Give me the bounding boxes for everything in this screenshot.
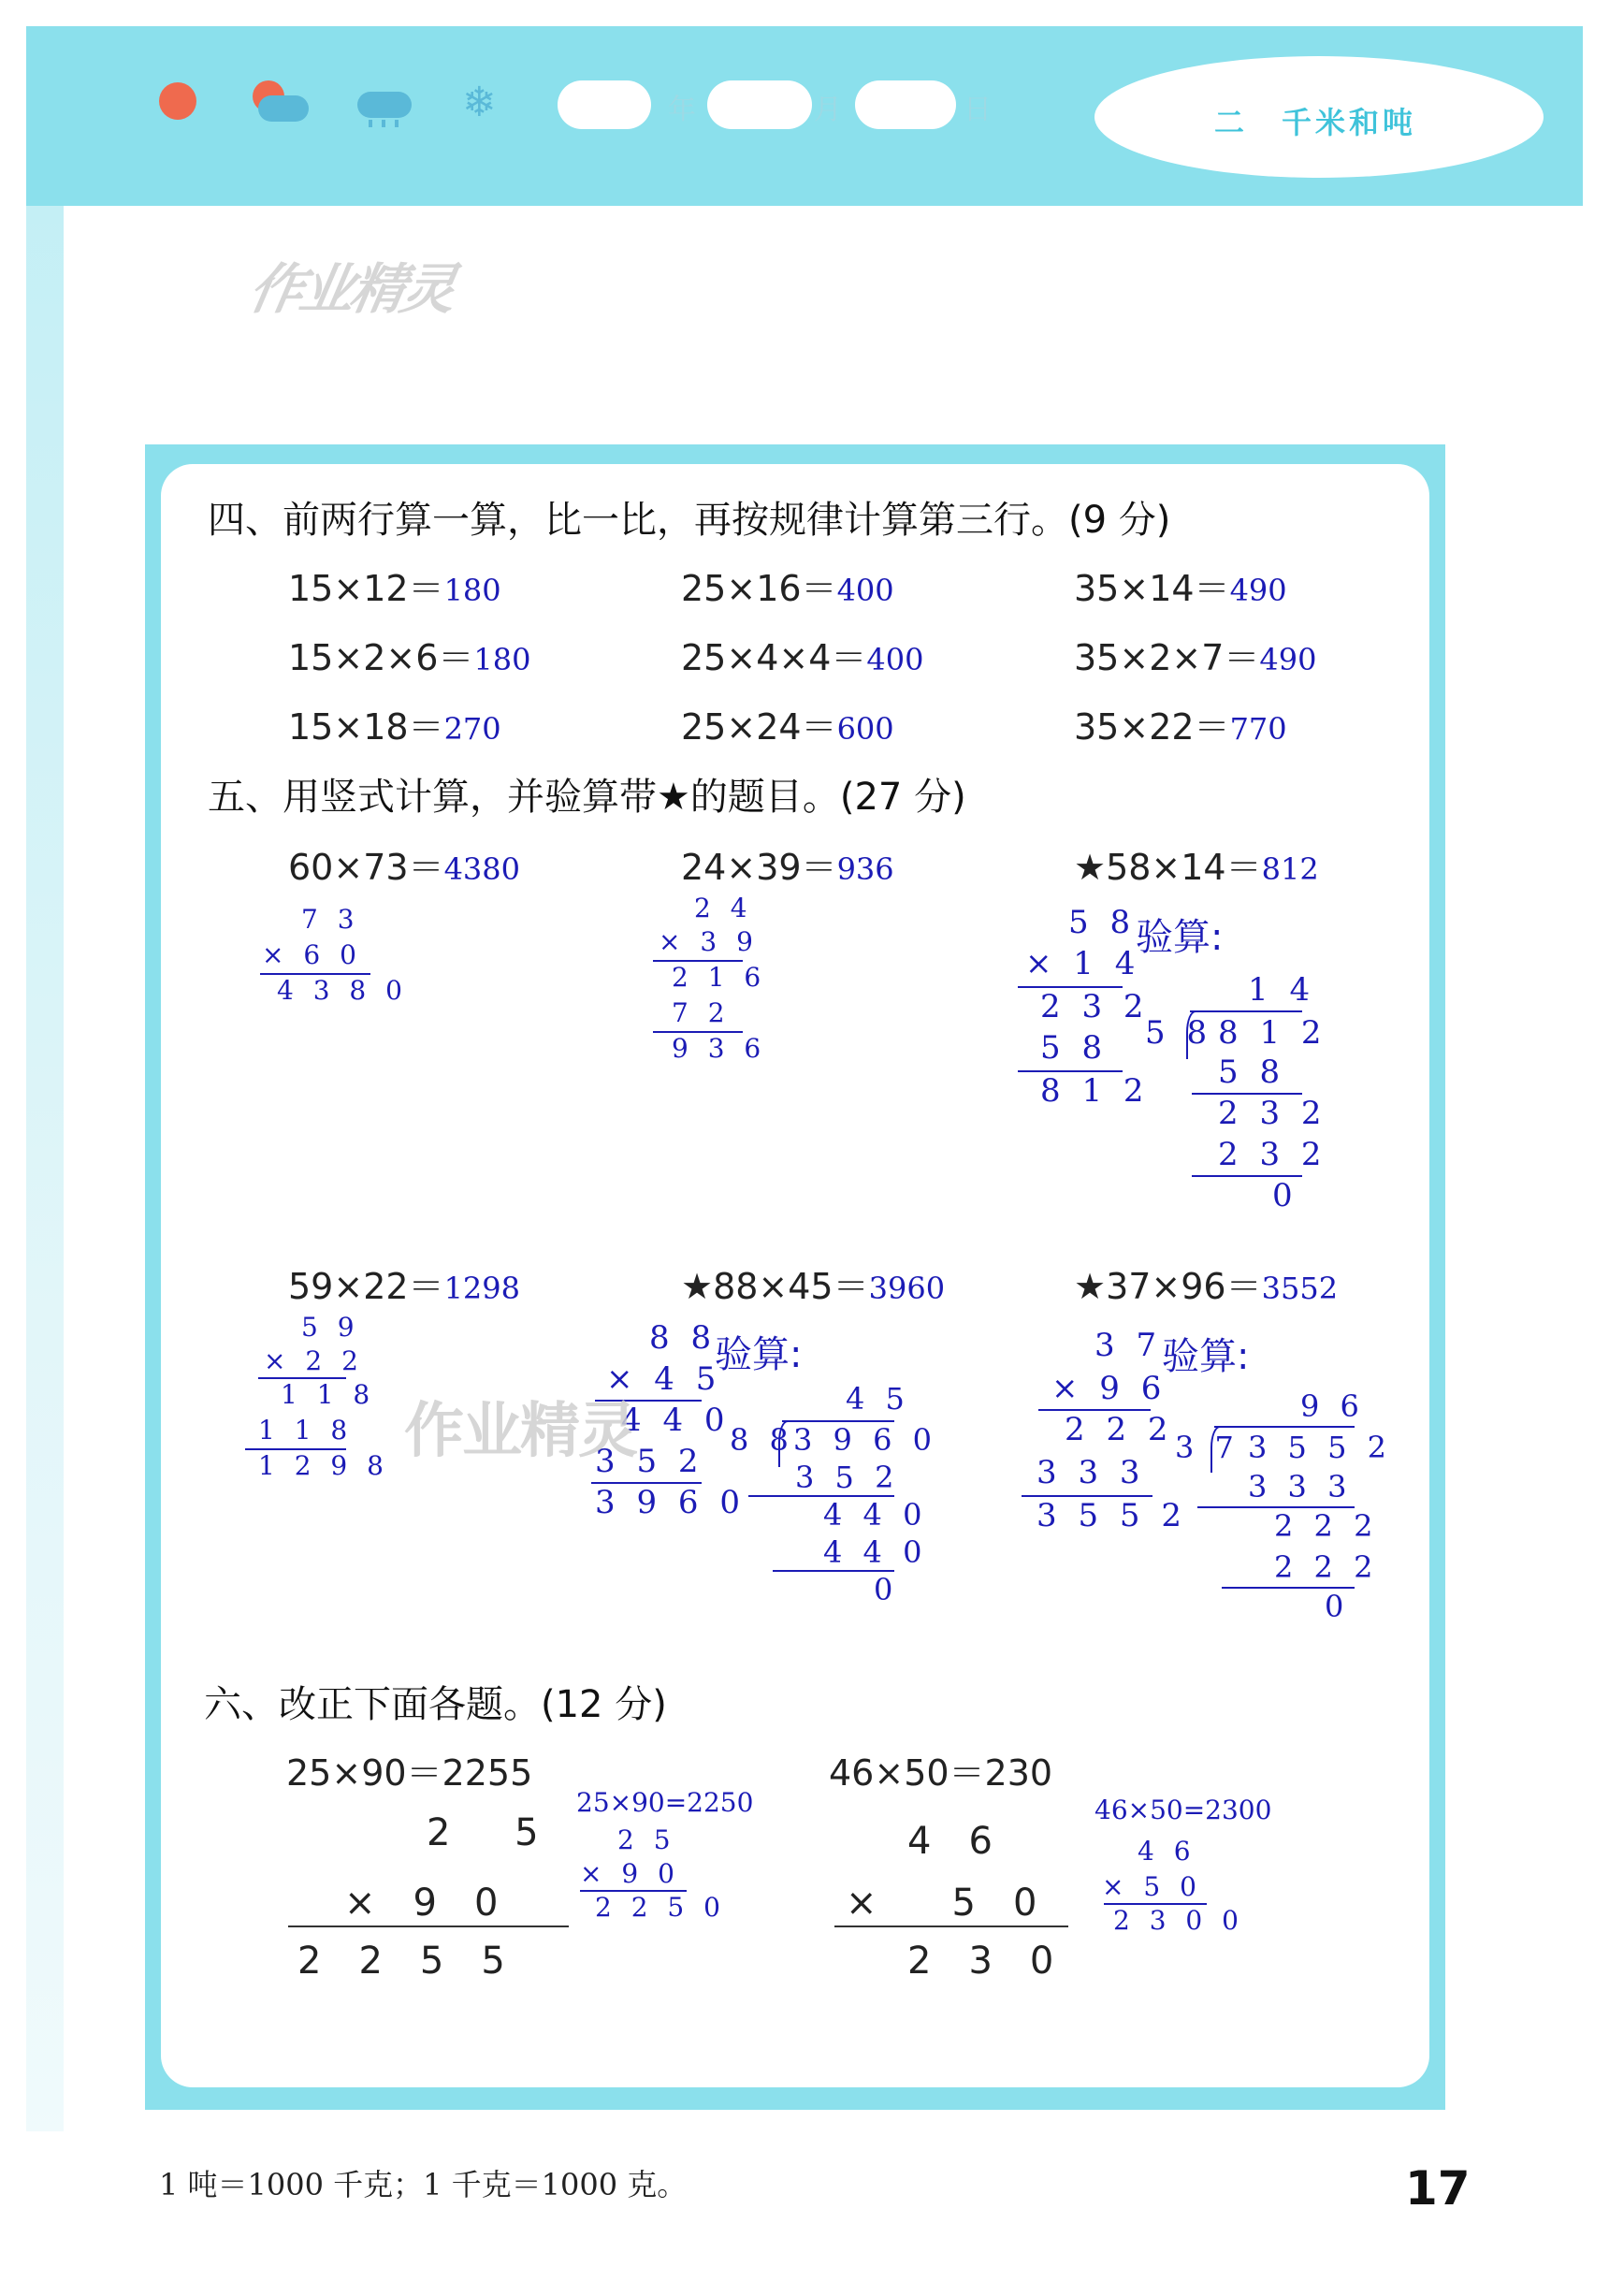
quotient: 4 5 [846,1381,910,1417]
section-6-title: 六、改正下面各题。(12 分) [204,1683,667,1726]
work-line: 7 3 [301,904,360,935]
division-step: 3 3 3 [1248,1469,1353,1504]
work-line: 5 9 [301,1312,360,1343]
division-step: 2 2 2 [1274,1508,1379,1544]
s4-answer: 490 [1259,642,1317,677]
division-step: 0 [874,1572,899,1607]
partly-cloudy-icon [245,79,311,124]
work-line: 3 5 2 [595,1443,704,1480]
quotient: 9 6 [1300,1388,1365,1424]
divisor: 3 7 [1175,1430,1239,1465]
s4-answer: 400 [866,642,924,677]
work-line: 2 1 6 [672,962,767,993]
sun-icon [159,82,196,120]
work-line: × 9 6 [1051,1370,1167,1407]
divisor: 5 8 [1145,1014,1213,1052]
watermark-logo: 作业精灵 [244,257,458,321]
work-line: × 2 2 [264,1345,364,1376]
s5-expr: ★88×45＝3960 [681,1266,946,1307]
s4-expr: 35×22＝770 [1074,706,1287,748]
s6-work-top: 2 5 [427,1811,565,1854]
work-line: 7 2 [672,997,731,1028]
s4-expr: 25×24＝600 [681,706,894,748]
s4-answer: 180 [443,573,501,608]
work-line: 5 8 [1040,1029,1109,1067]
correction: 25×90=2250 [576,1787,754,1818]
s4-expr: 15×12＝180 [288,568,501,609]
verify-label: 验算: [715,1333,803,1376]
correction-work: 4 6 [1138,1836,1196,1867]
s5-answer: 1298 [443,1271,520,1306]
date-month-field[interactable] [707,80,812,129]
year-label: 年 [668,94,696,126]
quotient: 1 4 [1248,971,1316,1009]
s4-expr: 35×14＝490 [1074,568,1287,609]
correction: 46×50=2300 [1094,1795,1272,1825]
s5-answer: 812 [1261,851,1319,887]
work-line: 5 8 [1068,904,1137,941]
division-bar [1214,1426,1355,1428]
s6-work-result: 2 3 0 [907,1940,1054,1983]
s6-expr: 46×50＝230 [829,1752,1053,1794]
month-label: 月 [814,94,842,126]
left-margin-stripe [26,26,64,2131]
s4-expr: 15×18＝270 [288,706,501,748]
date-day-field[interactable] [855,80,956,129]
division-step: 2 3 2 [1218,1136,1327,1173]
division-step: 0 [1325,1589,1350,1624]
s4-answer: 400 [836,573,894,608]
day-label: 日 [964,94,992,126]
division-step: 5 8 [1218,1054,1286,1091]
dividend: 8 1 2 [1218,1014,1327,1052]
s4-expr: 35×2×7＝490 [1074,637,1317,678]
work-line: 3 3 3 [1036,1454,1146,1491]
s4-expr: 25×4×4＝400 [681,637,924,678]
division-step: 3 5 2 [795,1460,900,1495]
s6-work-rule [288,1925,569,1927]
page-number: 17 [1405,2161,1471,2216]
dividend: 3 5 5 2 [1248,1430,1392,1465]
work-line: 8 8 [649,1319,718,1357]
s6-work-top: 4 6 [907,1820,993,1863]
work-line: 2 2 2 [1065,1411,1174,1448]
chapter-title: 二 千米和吨 [1214,105,1417,140]
dividend: 3 9 6 0 [793,1422,937,1458]
work-line: 3 9 6 0 [595,1484,746,1521]
s6-work-mul: × 5 0 [846,1882,1037,1925]
s5-answer: 3552 [1261,1271,1339,1306]
work-line: × 3 9 [659,926,759,957]
snowflake-icon: ❄ [462,79,497,126]
s6-work-rule [834,1925,1068,1927]
rain-cloud-icon [354,88,415,129]
work-line: 9 3 6 [672,1033,767,1064]
division-step: 2 3 2 [1218,1095,1327,1132]
work-line: 3 5 5 2 [1036,1497,1187,1534]
work-line: 4 4 0 [621,1402,731,1439]
verify-label: 验算: [1162,1335,1250,1378]
s6-work-mul: × 9 0 [344,1882,499,1925]
s4-answer: 270 [443,711,501,747]
work-line: 3 7 [1094,1327,1163,1364]
s4-expr: 15×2×6＝180 [288,637,531,678]
correction-work: 2 3 0 0 [1113,1905,1244,1936]
s5-answer: 936 [836,851,894,887]
division-step: 4 4 0 [823,1534,928,1570]
divisor: 8 8 [730,1422,794,1458]
work-line: 2 3 2 [1040,988,1150,1025]
work-line: × 1 4 [1025,945,1141,982]
s5-expr: ★37×96＝3552 [1074,1266,1339,1307]
s6-work-result: 2 2 5 5 [297,1940,505,1983]
s5-expr: 59×22＝1298 [288,1266,520,1307]
section-5-title: 五、用竖式计算，并验算带★的题目。(27 分) [208,776,966,819]
division-step: 0 [1272,1177,1298,1214]
work-line: 4 3 8 0 [277,975,408,1006]
s4-answer: 770 [1229,711,1287,747]
s4-expr: 25×16＝400 [681,568,894,609]
correction-work: 2 2 5 0 [595,1892,726,1923]
division-step: 4 4 0 [823,1497,928,1533]
s4-answer: 490 [1229,573,1287,608]
s4-answer: 180 [473,642,531,677]
division-bar [1190,1010,1302,1012]
correction-work: × 5 0 [1102,1871,1202,1902]
correction-work: 2 5 [617,1824,676,1855]
work-line: 1 1 8 [281,1379,376,1410]
watermark-logo: 作业精灵 [404,1397,636,1466]
s5-answer: 3960 [868,1271,946,1306]
work-line: 1 1 8 [258,1415,354,1446]
verify-label: 验算: [1136,916,1224,959]
work-line: 2 4 [694,893,753,923]
s5-expr: ★58×14＝812 [1074,847,1319,888]
section-4-title: 四、前两行算一算，比一比，再按规律计算第三行。(9 分) [208,499,1171,542]
s5-expr: 60×73＝4380 [288,847,520,888]
work-line: 8 1 2 [1040,1072,1150,1110]
s5-answer: 4380 [443,851,520,887]
work-line: × 6 0 [262,939,362,970]
date-year-field[interactable] [558,80,651,129]
work-line: 1 2 9 8 [258,1450,389,1481]
s5-expr: 24×39＝936 [681,847,894,888]
s4-answer: 600 [836,711,894,747]
correction-work: × 9 0 [580,1858,680,1889]
s6-expr: 25×90＝2255 [286,1752,533,1794]
division-step: 2 2 2 [1274,1549,1379,1585]
unit-note: 1 吨＝1000 千克；1 千克＝1000 克。 [159,2167,688,2202]
work-line: × 4 5 [606,1360,722,1398]
